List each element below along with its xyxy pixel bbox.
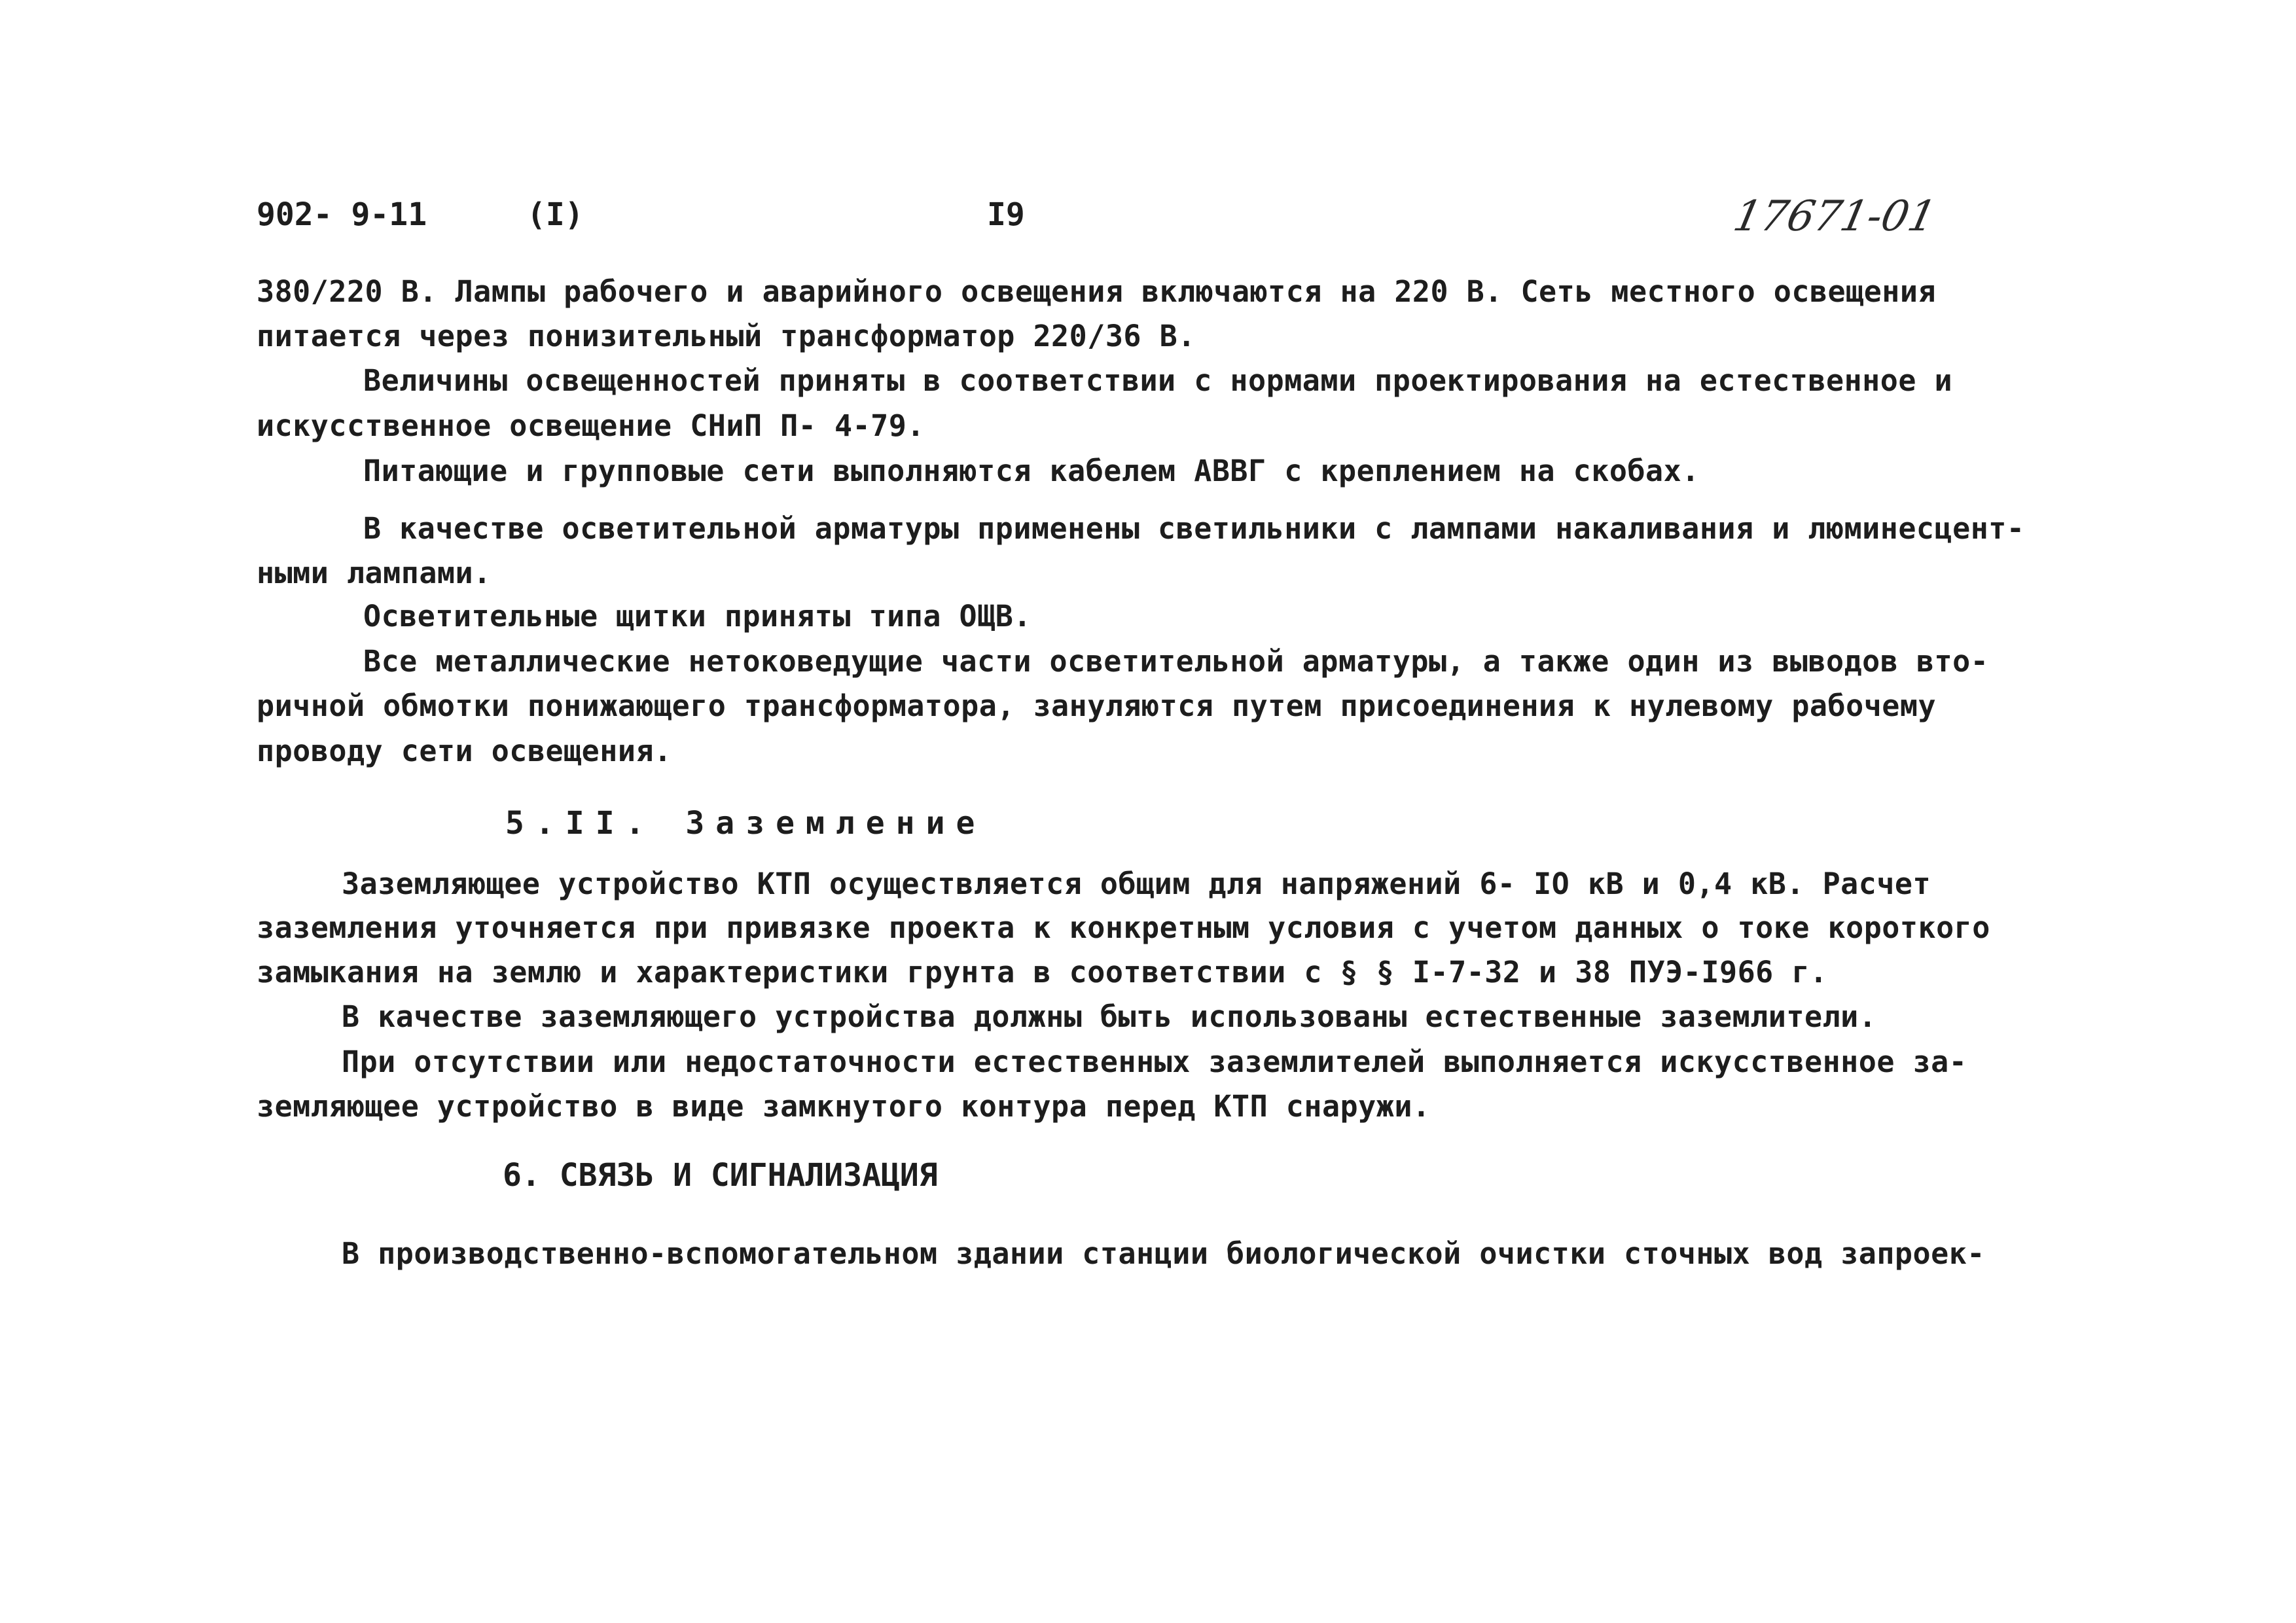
text-line: При отсутствии или недостаточности естественных заземлителей выполняется искусственное за- (342, 1044, 1967, 1079)
text-line: Величины освещенностей приняты в соответствии с нормами проектирования на естественное и (363, 363, 1953, 398)
text-line: В качестве заземляющего устройства должны быть использованы естественные заземлители. (342, 999, 1877, 1034)
text-line: Осветительные щитки приняты типа ОЩВ. (363, 599, 1031, 633)
document-code: 902- 9-11 (257, 196, 427, 233)
text-line: Все металлические нетоковедущие части осветительной арматуры, а также один из выводов вто- (363, 644, 1989, 679)
handwritten-inventory-number: 17671-01 (1729, 192, 1941, 241)
text-line: земляющее устройство в виде замкнутого контура перед КТП снаружи. (257, 1089, 1431, 1124)
page-number: I9 (987, 196, 1025, 233)
text-line: Заземляющее устройство КТП осуществляется общим для напряжений 6- IO кВ и 0,4 кВ. Расчет (342, 866, 1931, 901)
text-line: заземления уточняется при привязке проекта к конкретным условия с учетом данных о токе короткого (257, 910, 1990, 945)
text-line: замыкания на землю и характеристики грунта в соответствии с § § I-7-32 и 38 ПУЭ-I966 г. (257, 955, 1828, 990)
text-line: Питающие и групповые сети выполняются кабелем АВВГ с креплением на скобах. (363, 454, 1700, 488)
text-line: питается через понизительный трансформатор 220/36 В. (257, 319, 1196, 353)
section-heading-grounding: 5.II. Заземление (505, 805, 986, 842)
text-line: ричной обмотки понижающего трансформатора, зануляются путем присоединения к нулевому рабочему (257, 688, 1937, 723)
text-line: В производственно-вспомогательном здании станции биологической очистки сточных вод запроек- (342, 1236, 1985, 1271)
document-part: (I) (527, 196, 584, 233)
section-heading-communication: 6. СВЯЗЬ И СИГНАЛИЗАЦИЯ (503, 1157, 938, 1194)
text-line: проводу сети освещения. (257, 734, 672, 768)
text-line: 380/220 В. Лампы рабочего и аварийного освещения включаются на 220 В. Сеть местного освещения (257, 274, 1937, 309)
text-line: ными лампами. (257, 556, 492, 590)
text-line: искусственное освещение СНиП П- 4-79. (257, 408, 925, 443)
text-line: В качестве осветительной арматуры применены светильники с лампами накаливания и люминесцент- (363, 511, 2025, 546)
